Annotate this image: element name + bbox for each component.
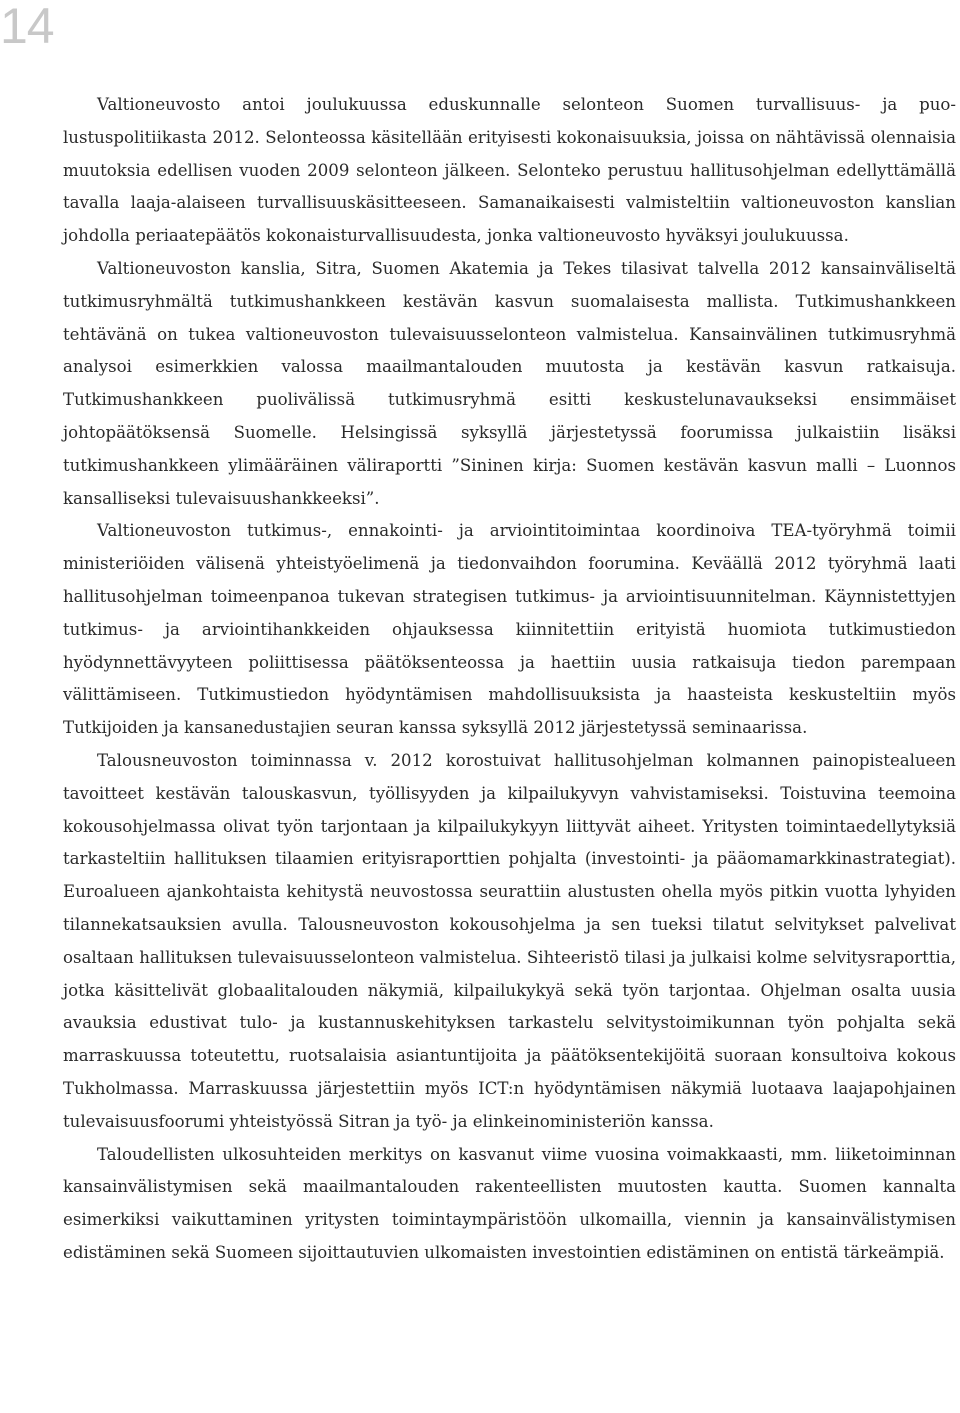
- paragraph: Valtioneuvosto antoi joulukuussa eduskunnalle selonteon Suomen turvallisuus- ja puolustuspolitiikasta 2012. Selonteossa käsitellään erityisesti kokonaisuuksia, joissa on nähtävissä olennaisia muutoksia edellisen vuoden 2009 selonteon jälkeen. Selonteko perustuu hallitusohjelman edellyttämällä tavalla laaja-alaiseen turvallisuuskäsitteeseen. Samanaikaisesti valmisteltiin valtioneuvoston kanslian johdolla periaatepäätös kokonaisturvallisuudesta, jonka valtioneuvosto hyväksyi joulukuussa.: [63, 95, 956, 246]
- paragraph: Taloudellisten ulkosuhteiden merkitys on kasvanut viime vuosina voimakkaasti, mm. liiketoiminnan kansainvälistymisen sekä maailmantalouden rakenteellisten muutosten kautta. Suomen kannalta esimerkiksi vaikuttaminen yritysten toimintaympäristöön ulkomailla, viennin ja kansainvälistymisen edistäminen sekä Suomeen sijoittautuvien ulkomaisten investointien edistäminen on entistä tärkeämpiä.: [63, 1144, 956, 1262]
- paragraph: Valtioneuvoston kanslia, Sitra, Suomen Akatemia ja Tekes tilasivat talvella 2012 kansainväliseltä tutkimusryhmältä tutkimushankkeen kestävän kasvun suomalaisesta mallista. Tutkimushankkeen tehtävänä on tukea valtioneuvoston tulevaisuusselonteon valmistelua. Kansainvälinen tutkimusryhmä analysoi esimerkkien valossa maailmantalouden muutosta ja kestävän kasvun ratkaisuja. Tutkimushankkeen puolivälissä tutkimusryhmä esitti keskustelunavaukseksi ensimmäiset johtopäätöksensä Suomelle. Helsingissä syksyllä järjestetyssä foorumissa julkaistiin lisäksi tutkimushankkeen ylimääräinen väliraportti ”Sininen kirja: Suomen kestävän kasvun malli – Luonnos kansalliseksi tulevaisuushankkeeksi”.: [63, 258, 956, 508]
- paragraph: Valtioneuvoston tutkimus-, ennakointi- ja arviointitoimintaa koordinoiva TEA-työryhmä toimii ministeriöiden välisenä yhteistyöelimenä ja tiedonvaihdon foorumina. Keväällä 2012 työryhmä laati hallitusohjelman toimeenpanoa tukevan strategisen tutkimus- ja arviointisuunnitelman. Käynnistettyjen tutkimus- ja arviointihankkeiden ohjauksessa kiinnitettiin erityistä huomiota tutkimustiedon hyödynnettävyyteen poliittisessa päätöksenteossa ja haettiin uusia ratkaisuja tiedon parempaan välittämiseen. Tutkimustiedon hyödyntämisen mahdollisuuksista ja haasteista keskusteltiin myös Tutkijoiden ja kansanedustajien seuran kanssa syksyllä 2012 järjestetyssä seminaarissa.: [63, 521, 956, 738]
- article-body: [63, 89, 956, 1270]
- paragraph: Talousneuvoston toiminnassa v. 2012 korostuivat hallitusohjelman kolmannen painopistealueen tavoitteet kestävän talouskasvun, työllisyyden ja kilpailukyvyn vahvistamiseksi. Toistuvina teemoina kokousohjelmassa olivat työn tarjontaan ja kilpailukykyyn liittyvät aiheet. Yritysten toimintaedellytyksiä tarkasteltiin hallituksen tilaamien erityisraporttien pohjalta (investointi- ja pääomamarkkinastrategiat). Euroalueen ajankohtaista kehitystä neuvostossa seurattiin alustusten ohella myös pitkin vuotta lyhyiden tilannekatsauksien avulla. Talousneuvoston kokousohjelma ja sen tueksi tilatut selvitykset palvelivat osaltaan hallituksen tulevaisuusselonteon valmistelua. Sihteeristö tilasi ja julkaisi kolme selvitysraporttia, jotka käsittelivät globaalitalouden näkymiä, kilpailukykyä sekä työn tarjontaa. Ohjelman osalta uusia avauksia edustivat tulo- ja kustannuskehityksen tarkastelu selvitystoimikunnan työn pohjalta sekä marraskuussa toteutettu, ruotsalaisia asiantuntijoita ja päätöksentekijöitä suoraan konsultoiva kokous Tukholmassa. Marraskuussa järjestettiin myös ICT:n hyödyntämisen näkymiä luotaava laajapohjainen tulevaisuusfoorumi yhteistyössä Sitran ja työ- ja elinkeinoministeriön kanssa.: [63, 750, 956, 1131]
- page-number: 14: [0, 0, 54, 54]
